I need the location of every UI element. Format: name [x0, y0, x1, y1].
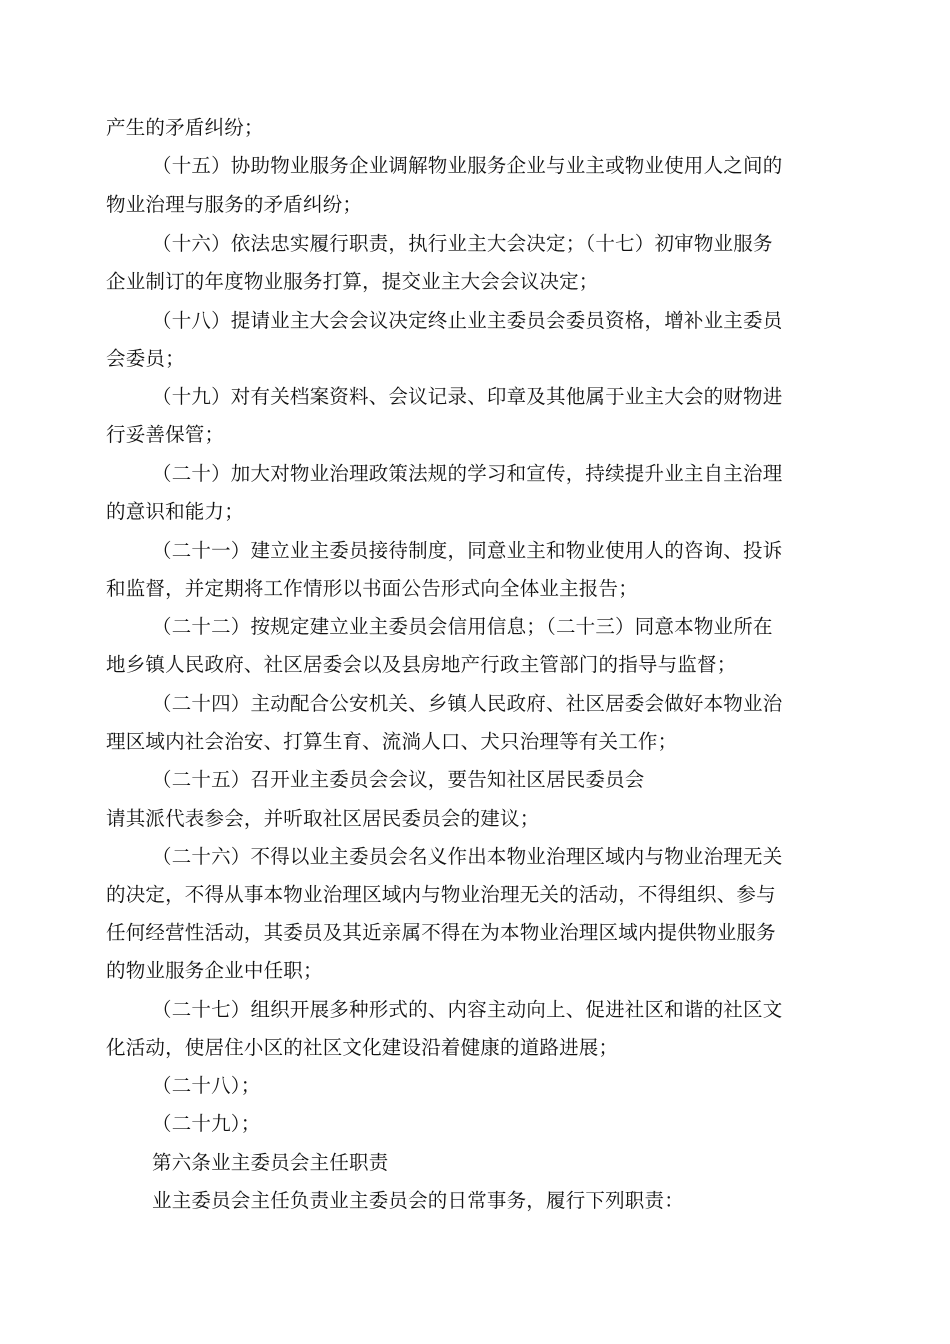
text-line: 企业制订的年度物业服务打算，提交业主大会会议决定；: [106, 270, 599, 293]
text-line: （二十）加大对物业治理政策法规的学习和宣传，持续提升业主自主治理: [152, 462, 783, 485]
text-line: （二十六）不得以业主委员会名义作出本物业治理区域内与物业治理无关: [152, 845, 783, 868]
text-line: 理区域内社会治安、打算生育、流淌人口、犬只治理等有关工作；: [106, 730, 678, 753]
text-line: 的物业服务企业中任职；: [106, 959, 323, 982]
text-line: 的决定，不得从事本物业治理区域内与物业治理无关的活动，不得组织、参与: [106, 883, 776, 906]
text-line: （二十七）组织开展多种形式的、内容主动向上、促进社区和谐的社区文: [152, 998, 783, 1021]
text-line: 请其派代表参会，并听取社区居民委员会的建议；: [106, 807, 540, 830]
text-line: 化活动，使居住小区的社区文化建设沿着健康的道路进展；: [106, 1036, 619, 1059]
text-line: 行妥善保管；: [106, 423, 225, 446]
text-line: （二十九）；: [152, 1112, 261, 1135]
text-line: （十六）依法忠实履行职责，执行业主大会决定；（十七）初审物业服务: [152, 232, 773, 255]
text-line: （十五）协助物业服务企业调解物业服务企业与业主或物业使用人之间的: [152, 154, 783, 177]
text-line: （二十八）；: [152, 1074, 261, 1097]
text-line: （二十一）建立业主委员接待制度，同意业主和物业使用人的咨询、投诉: [152, 539, 783, 562]
text-line: 产生的矛盾纠纷；: [106, 116, 264, 139]
text-line: （二十四）主动配合公安机关、乡镇人民政府、社区居委会做好本物业治: [152, 692, 783, 715]
text-line: 业主委员会主任负责业主委员会的日常事务，履行下列职责：: [152, 1189, 684, 1212]
text-line: （十八）提请业主大会会议决定终止业主委员会委员资格，增补业主委员: [152, 309, 783, 332]
text-line: （二十二）按规定建立业主委员会信用信息；（二十三）同意本物业所在: [152, 615, 773, 638]
text-line: （二十五）召开业主委员会会议，要告知社区居民委员会: [152, 768, 645, 791]
text-line: 的意识和能力；: [106, 500, 244, 523]
text-line: 物业治理与服务的矛盾纠纷；: [106, 193, 363, 216]
text-line: 和监督，并定期将工作情形以书面公告形式向全体业主报告；: [106, 577, 638, 600]
text-line: 地乡镇人民政府、社区居委会以及县房地产行政主管部门的指导与监督；: [106, 653, 737, 676]
text-line: 任何经营性活动，其委员及其近亲属不得在为本物业治理区域内提供物业服务: [106, 921, 776, 944]
text-line: （十九）对有关档案资料、会议记录、印章及其他属于业主大会的财物进: [152, 385, 783, 408]
text-line: 会委员；: [106, 347, 185, 370]
section-heading: 第六条业主委员会主任职责: [152, 1151, 389, 1174]
